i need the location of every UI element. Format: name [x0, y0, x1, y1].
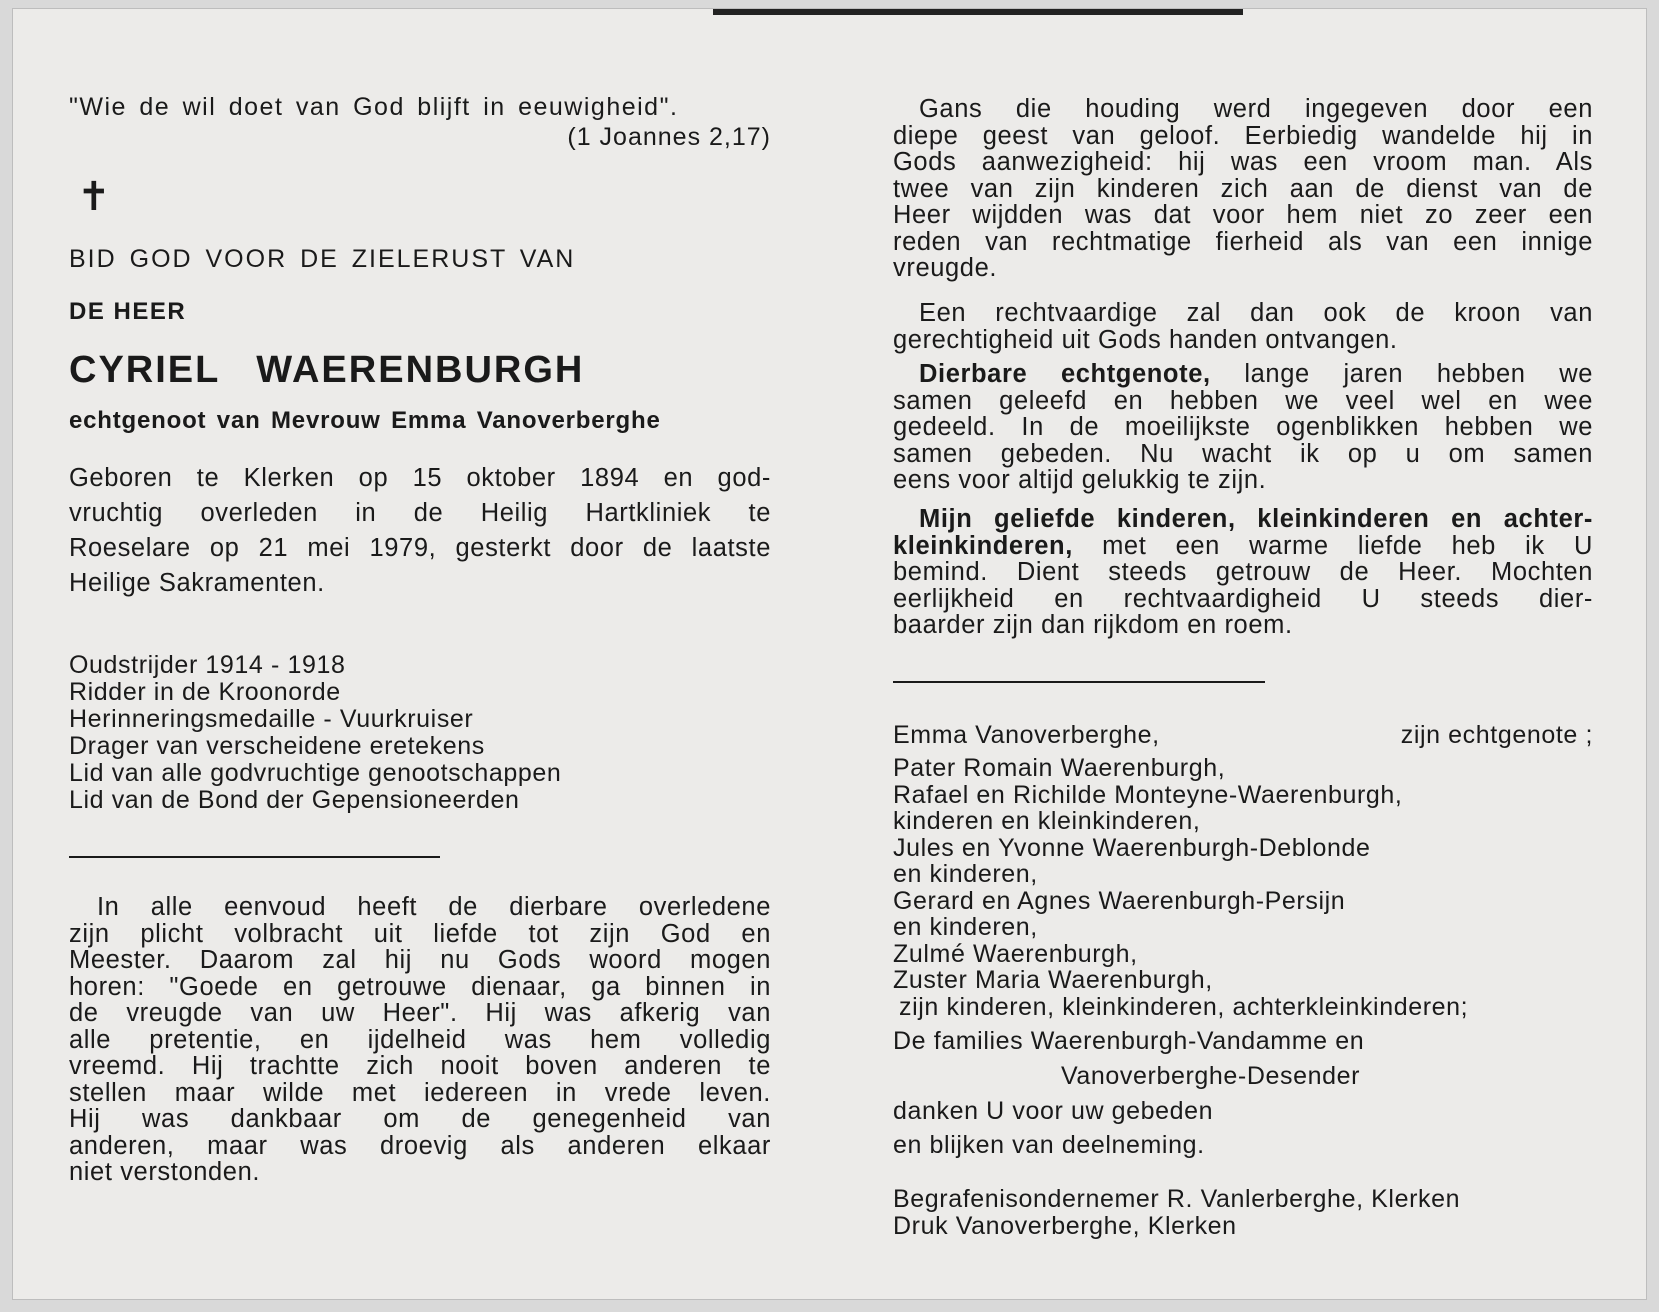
- paragraph-line: Roeselare op 21 mei 1979, gesterkt door de laatste: [69, 534, 771, 562]
- families-line: Vanoverberghe-Desender: [1061, 1062, 1361, 1090]
- memorial-card: [12, 8, 1647, 1300]
- divider: [69, 856, 440, 858]
- paragraph-line: reden van rechtmatige fierheid als van een innige: [893, 227, 1593, 256]
- paragraph-line: Geboren te Klerken op 15 oktober 1894 en god-: [69, 464, 771, 492]
- paragraph-line: twee van zijn kinderen zich aan de dienst van de: [893, 174, 1593, 203]
- family-member: en kinderen,: [893, 913, 1038, 941]
- printer-line: Druk Vanoverberghe, Klerken: [893, 1212, 1237, 1240]
- paragraph-line: bemind. Dient steeds getrouw de Heer. Mochten: [893, 558, 1593, 586]
- paragraph-line: vreugde.: [893, 254, 998, 282]
- honor-item: Herinneringsmedaille - Vuurkruiser: [69, 705, 474, 733]
- spouse-address-paragraph: [893, 361, 1593, 494]
- family-member: Zuster Maria Waerenburgh,: [893, 966, 1213, 994]
- paragraph-line: samen gebeden. Nu wacht ik op u om samen: [893, 439, 1593, 468]
- paragraph-line: vreemd. Hij trachtte zich nooit boven anderen te: [69, 1052, 771, 1080]
- families-line: De families Waerenburgh-Vandamme en: [893, 1027, 1365, 1055]
- family-member: kinderen en kleinkinderen,: [893, 807, 1201, 835]
- honor-item: Lid van alle godvruchtige genootschappen: [69, 759, 562, 787]
- paragraph-line: de vreugde van uw Heer". Hij was afkerig van: [69, 999, 771, 1027]
- paragraph-line: Heilige Sakramenten.: [69, 569, 325, 597]
- eulogy-paragraph: [69, 894, 771, 1186]
- paragraph-line: Een rechtvaardige zal dan ook de kroon van: [919, 299, 1593, 327]
- paragraph-line: [893, 361, 1593, 388]
- paragraph-line: baarder zijn dan rijkdom en roem.: [893, 611, 1293, 639]
- family-member: en kinderen,: [893, 860, 1038, 888]
- family-member: Jules en Yvonne Waerenburgh-Deblonde: [893, 834, 1371, 862]
- divider: [893, 681, 1265, 683]
- deceased-name: CYRIEL WAERENBURGH: [69, 349, 585, 391]
- family-row-spouse: [893, 721, 1593, 750]
- family-summary: zijn kinderen, kleinkinderen, achterkleinkinderen;: [899, 993, 1469, 1021]
- honor-item: Lid van de Bond der Gepensioneerden: [69, 786, 520, 814]
- spouse-line: echtgenoot van Mevrouw Emma Vanoverberghe: [69, 407, 661, 434]
- paragraph-line: samen geleefd en hebben we veel wel en wee: [893, 386, 1593, 415]
- spouse-address: Dierbare echtgenote,: [919, 360, 1211, 388]
- paragraph-line: zijn plicht volbracht uit liefde tot zijn God en: [69, 919, 771, 948]
- family-member: Pater Romain Waerenburgh,: [893, 754, 1226, 782]
- paragraph-line: gedeeld. In de moeilijkste ogenblikken hebben we: [893, 413, 1593, 441]
- family-spouse-role: zijn echtgenote ;: [1400, 721, 1593, 749]
- honor-item: Oudstrijder 1914 - 1918: [69, 651, 346, 679]
- paragraph-line: diepe geest van geloof. Eerbiedig wandelde hij in: [893, 121, 1593, 150]
- honor-item: Ridder in de Kroonorde: [69, 678, 341, 706]
- prayer-intro: BID GOD VOOR DE ZIELERUST VAN: [69, 245, 576, 273]
- family-member: Rafael en Richilde Monteyne-Waerenburgh,: [893, 781, 1403, 809]
- paragraph-line: alle pretentie, en ijdelheid was hem volledig: [69, 1025, 771, 1054]
- paragraph-line: Meester. Daarom zal hij nu Gods woord mogen: [69, 946, 771, 974]
- top-edge-bar: [713, 9, 1243, 15]
- paragraph-line: Gods aanwezigheid: hij was een vroom man. Als: [893, 148, 1593, 176]
- paragraph-line: Hij was dankbaar om de genegenheid van: [69, 1105, 771, 1133]
- family-member: Zulmé Waerenburgh,: [893, 940, 1138, 968]
- bible-quote: "Wie de wil doet van God blijft in eeuwigheid".: [69, 93, 679, 121]
- thanks-line: danken U voor uw gebeden: [893, 1097, 1214, 1125]
- honorific-title: DE HEER: [69, 298, 187, 325]
- paragraph-line: In alle eenvoud heeft de dierbare overledene: [97, 893, 771, 921]
- paragraph-line: niet verstonden.: [69, 1158, 261, 1186]
- paragraph-line: [893, 533, 1593, 560]
- honor-item: Drager van verscheidene eretekens: [69, 732, 485, 760]
- paragraph-line: vruchtig overleden in de Heilig Hartkliniek te: [69, 499, 771, 527]
- honors-list: [69, 652, 561, 814]
- children-address: Mijn geliefde kinderen, kleinkinderen en achter-: [919, 505, 1593, 533]
- birth-death-paragraph: [69, 461, 771, 601]
- family-spouse-name: Emma Vanoverberghe,: [893, 721, 1160, 749]
- righteous-paragraph: [893, 300, 1593, 353]
- paragraph-line: Heer wijdden was dat voor hem niet zo zeer een: [893, 201, 1593, 229]
- children-address-paragraph: [893, 506, 1593, 639]
- family-member: Gerard en Agnes Waerenburgh-Persijn: [893, 887, 1346, 915]
- paragraph-line: stellen maar wilde met iedereen in vrede leven.: [69, 1078, 771, 1107]
- paragraph-line: horen: "Goede en getrouwe dienaar, ga binnen in: [69, 972, 771, 1001]
- paragraph-line: Gans die houding werd ingegeven door een: [919, 95, 1593, 123]
- thanks-line: en blijken van deelneming.: [893, 1131, 1205, 1159]
- paragraph-text: met een warme liefde heb ik U: [1072, 531, 1593, 560]
- paragraph-line: anderen, maar was droevig als anderen elkaar: [69, 1131, 771, 1160]
- cross-icon: ✝: [77, 175, 111, 219]
- bible-quote-reference: (1 Joannes 2,17): [567, 123, 771, 151]
- paragraph-text: lange jaren hebben we: [1210, 360, 1594, 388]
- children-address-continued: kleinkinderen,: [893, 531, 1073, 560]
- faith-paragraph: [893, 96, 1593, 282]
- paragraph-line: eens voor altijd gelukkig te zijn.: [893, 466, 1267, 494]
- undertaker-line: Begrafenisondernemer R. Vanlerberghe, Klerken: [893, 1185, 1461, 1213]
- paragraph-line: gerechtigheid uit Gods handen ontvangen.: [893, 325, 1398, 354]
- paragraph-line: eerlijkheid en rechtvaardigheid U steeds dier-: [893, 584, 1593, 613]
